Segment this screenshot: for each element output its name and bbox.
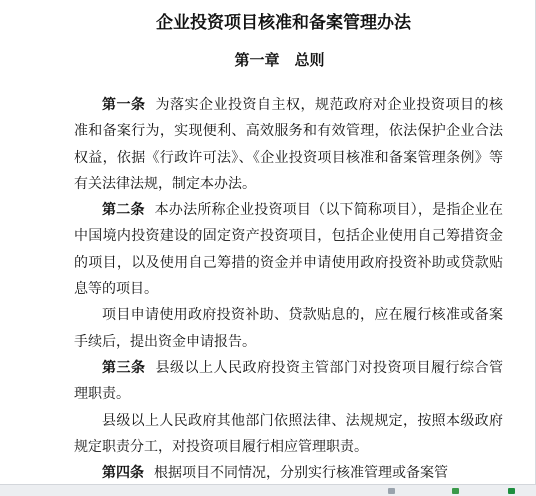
article-number: 第四条 (102, 465, 144, 482)
paragraph-text: 县级以上人民政府其他部门依照法律、法规规定，按照本级政府规定职责分工，对投资项目履行相应管理职责。 (74, 412, 503, 455)
paragraph-article-1 (74, 92, 503, 197)
chapter-heading: 第一章 总则 (234, 51, 325, 69)
paragraph-text: 根据项目不同情况，分别实行核准管理或备案管 (154, 465, 448, 482)
article-number: 第一条 (102, 97, 146, 113)
paragraph-article-2 (74, 197, 503, 302)
paragraph-article-4 (74, 460, 503, 486)
article-number: 第二条 (102, 202, 145, 219)
document-title: 企业投资项目核准和备案管理办法 (156, 13, 411, 33)
paragraph-text: 为落实企业投资自主权，规范政府对企业投资项目的核准和备案行为，实现便利、高效服务和有效管理，依法保护企业合法权益，依据《行政许可法》、《企业投资项目核准和备案管理条例》等有关法律法规，制定本办法。 (74, 97, 503, 192)
status-bar (0, 484, 536, 496)
article-number: 第三条 (102, 359, 146, 376)
paragraph-article-3-continued (74, 408, 503, 461)
paragraph-text: 本办法所称企业投资项目（以下简称项目），是指企业在中国境内投资建设的固定资产投资项目，包括企业使用自己筹措资金的项目，以及使用自己筹措的资金并申请使用政府投资补助或贷款贴息等的项目。 (74, 202, 504, 298)
paragraph-text: 县级以上人民政府投资主管部门对投资项目履行综合管理职责。 (74, 359, 503, 403)
view-icon[interactable] (508, 488, 515, 494)
page-icon[interactable] (388, 488, 395, 494)
paragraph-text: 项目申请使用政府投资补助、贷款贴息的，应在履行核准或备案手续后，提出资金申请报告。 (74, 307, 503, 350)
paragraph-article-3 (74, 355, 503, 408)
view-icon[interactable] (452, 488, 459, 494)
paragraph-article-2-continued (74, 302, 503, 355)
